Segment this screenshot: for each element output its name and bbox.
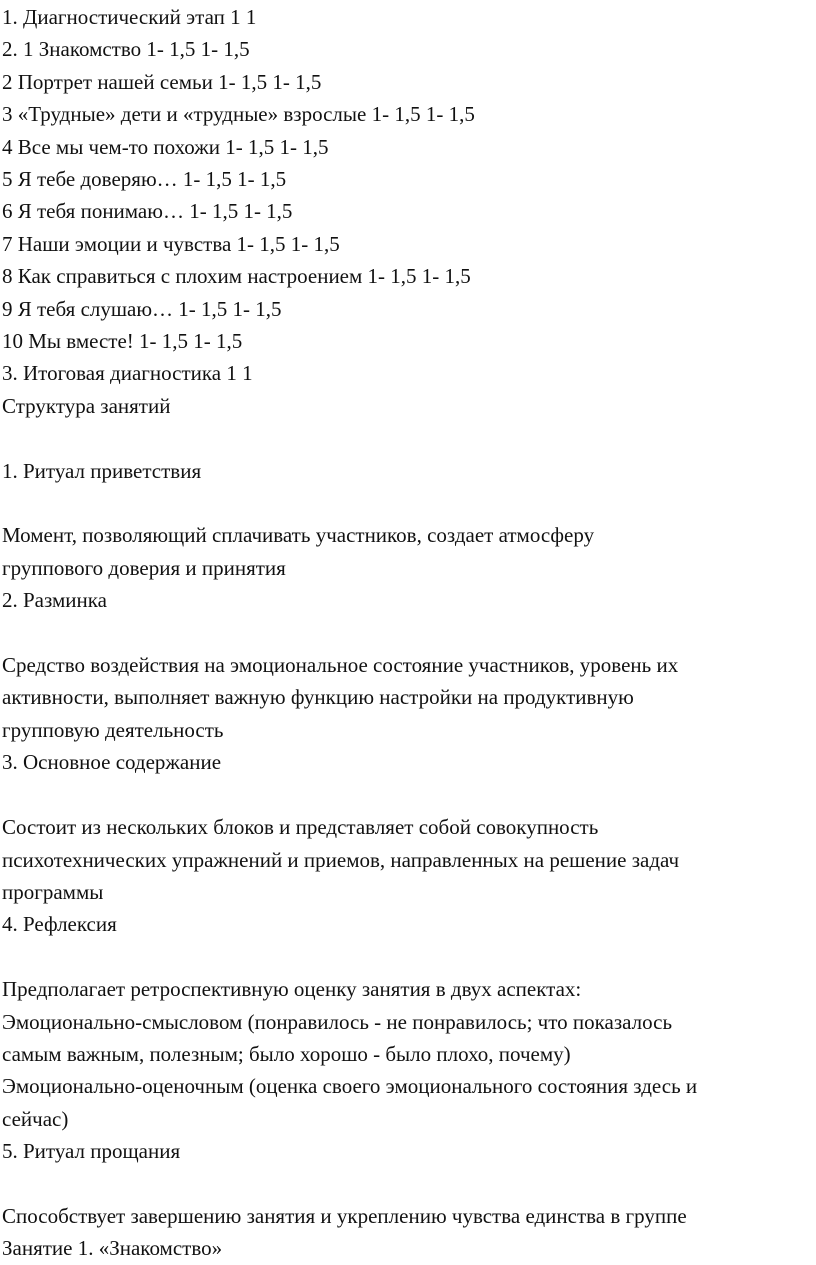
program-row-3: 3 «Трудные» дети и «трудные» взрослые 1- 1,5 1- 1,5 (2, 102, 475, 127)
section-reflection (2, 908, 812, 1135)
section-paragraph: Средство воздействия на эмоциональное состояние участников, уровень их активности, выполняет важную функцию настройки на продуктивную групповую деятельность (2, 653, 679, 742)
blank-line (2, 422, 812, 454)
section-heading: 5. Ритуал прощания (2, 1139, 181, 1164)
program-row-6: 6 Я тебя понимаю… 1- 1,5 1- 1,5 (2, 199, 293, 224)
program-row-2: 2 Портрет нашей семьи 1- 1,5 1- 1,5 (2, 69, 322, 94)
section-heading: 4. Рефлексия (2, 912, 117, 937)
program-row-1: 2. 1 Знакомство 1- 1,5 1- 1,5 (2, 37, 250, 62)
blank-line (2, 1168, 812, 1200)
section-heading: 1. Ритуал приветствия (2, 458, 202, 483)
section-paragraph: Способствует завершению занятия и укреплению чувства единства в группе (2, 1203, 687, 1228)
structure-title: Структура занятий (2, 393, 171, 418)
blank-line (2, 779, 812, 811)
section-main-content (2, 746, 812, 908)
program-row-4: 4 Все мы чем-то похожи 1- 1,5 1- 1,5 (2, 134, 329, 159)
section-paragraph: Момент, позволяющий сплачивать участников, создает атмосферу группового доверия и принятия (2, 523, 595, 580)
blank-line (2, 941, 812, 973)
section-heading: 2. Разминка (2, 588, 107, 613)
program-row-7: 7 Наши эмоции и чувства 1- 1,5 1- 1,5 (2, 231, 340, 256)
section-paragraph: Эмоционально-смысловом (понравилось - не понравилось; что показалось самым важным, полезным; было хорошо - было плохо, почему) (2, 1009, 673, 1066)
section-paragraph: Эмоционально-оценочным (оценка своего эмоционального состояния здесь и сейчас) (2, 1074, 698, 1131)
section-farewell-ritual (2, 1135, 812, 1232)
blank-line (2, 617, 812, 649)
program-row-10: 10 Мы вместе! 1- 1,5 1- 1,5 (2, 329, 243, 354)
section-warmup (2, 584, 812, 746)
program-row-9: 9 Я тебя слушаю… 1- 1,5 1- 1,5 (2, 296, 282, 321)
section-heading: 3. Основное содержание (2, 750, 222, 775)
program-row-final-diagnostic: 3. Итоговая диагностика 1 1 (2, 361, 253, 386)
program-row-5: 5 Я тебе доверяю… 1- 1,5 1- 1,5 (2, 167, 287, 192)
section-paragraph: Предполагает ретроспективную оценку занятия в двух аспектах: (2, 977, 582, 1002)
lesson-title: Занятие 1. «Знакомство» (2, 1236, 223, 1261)
section-paragraph: Состоит из нескольких блоков и представляет собой совокупность психотехнических упражнений и приемов, направленных на решение задач программы (2, 815, 680, 904)
section-greeting-ritual (2, 455, 812, 585)
program-table (2, 1, 812, 390)
document-page (2, 0, 812, 1265)
program-row-8: 8 Как справиться с плохим настроением 1- 1,5 1- 1,5 (2, 264, 471, 289)
blank-line (2, 487, 812, 519)
program-row-diagnostic: 1. Диагностический этап 1 1 (2, 5, 257, 29)
